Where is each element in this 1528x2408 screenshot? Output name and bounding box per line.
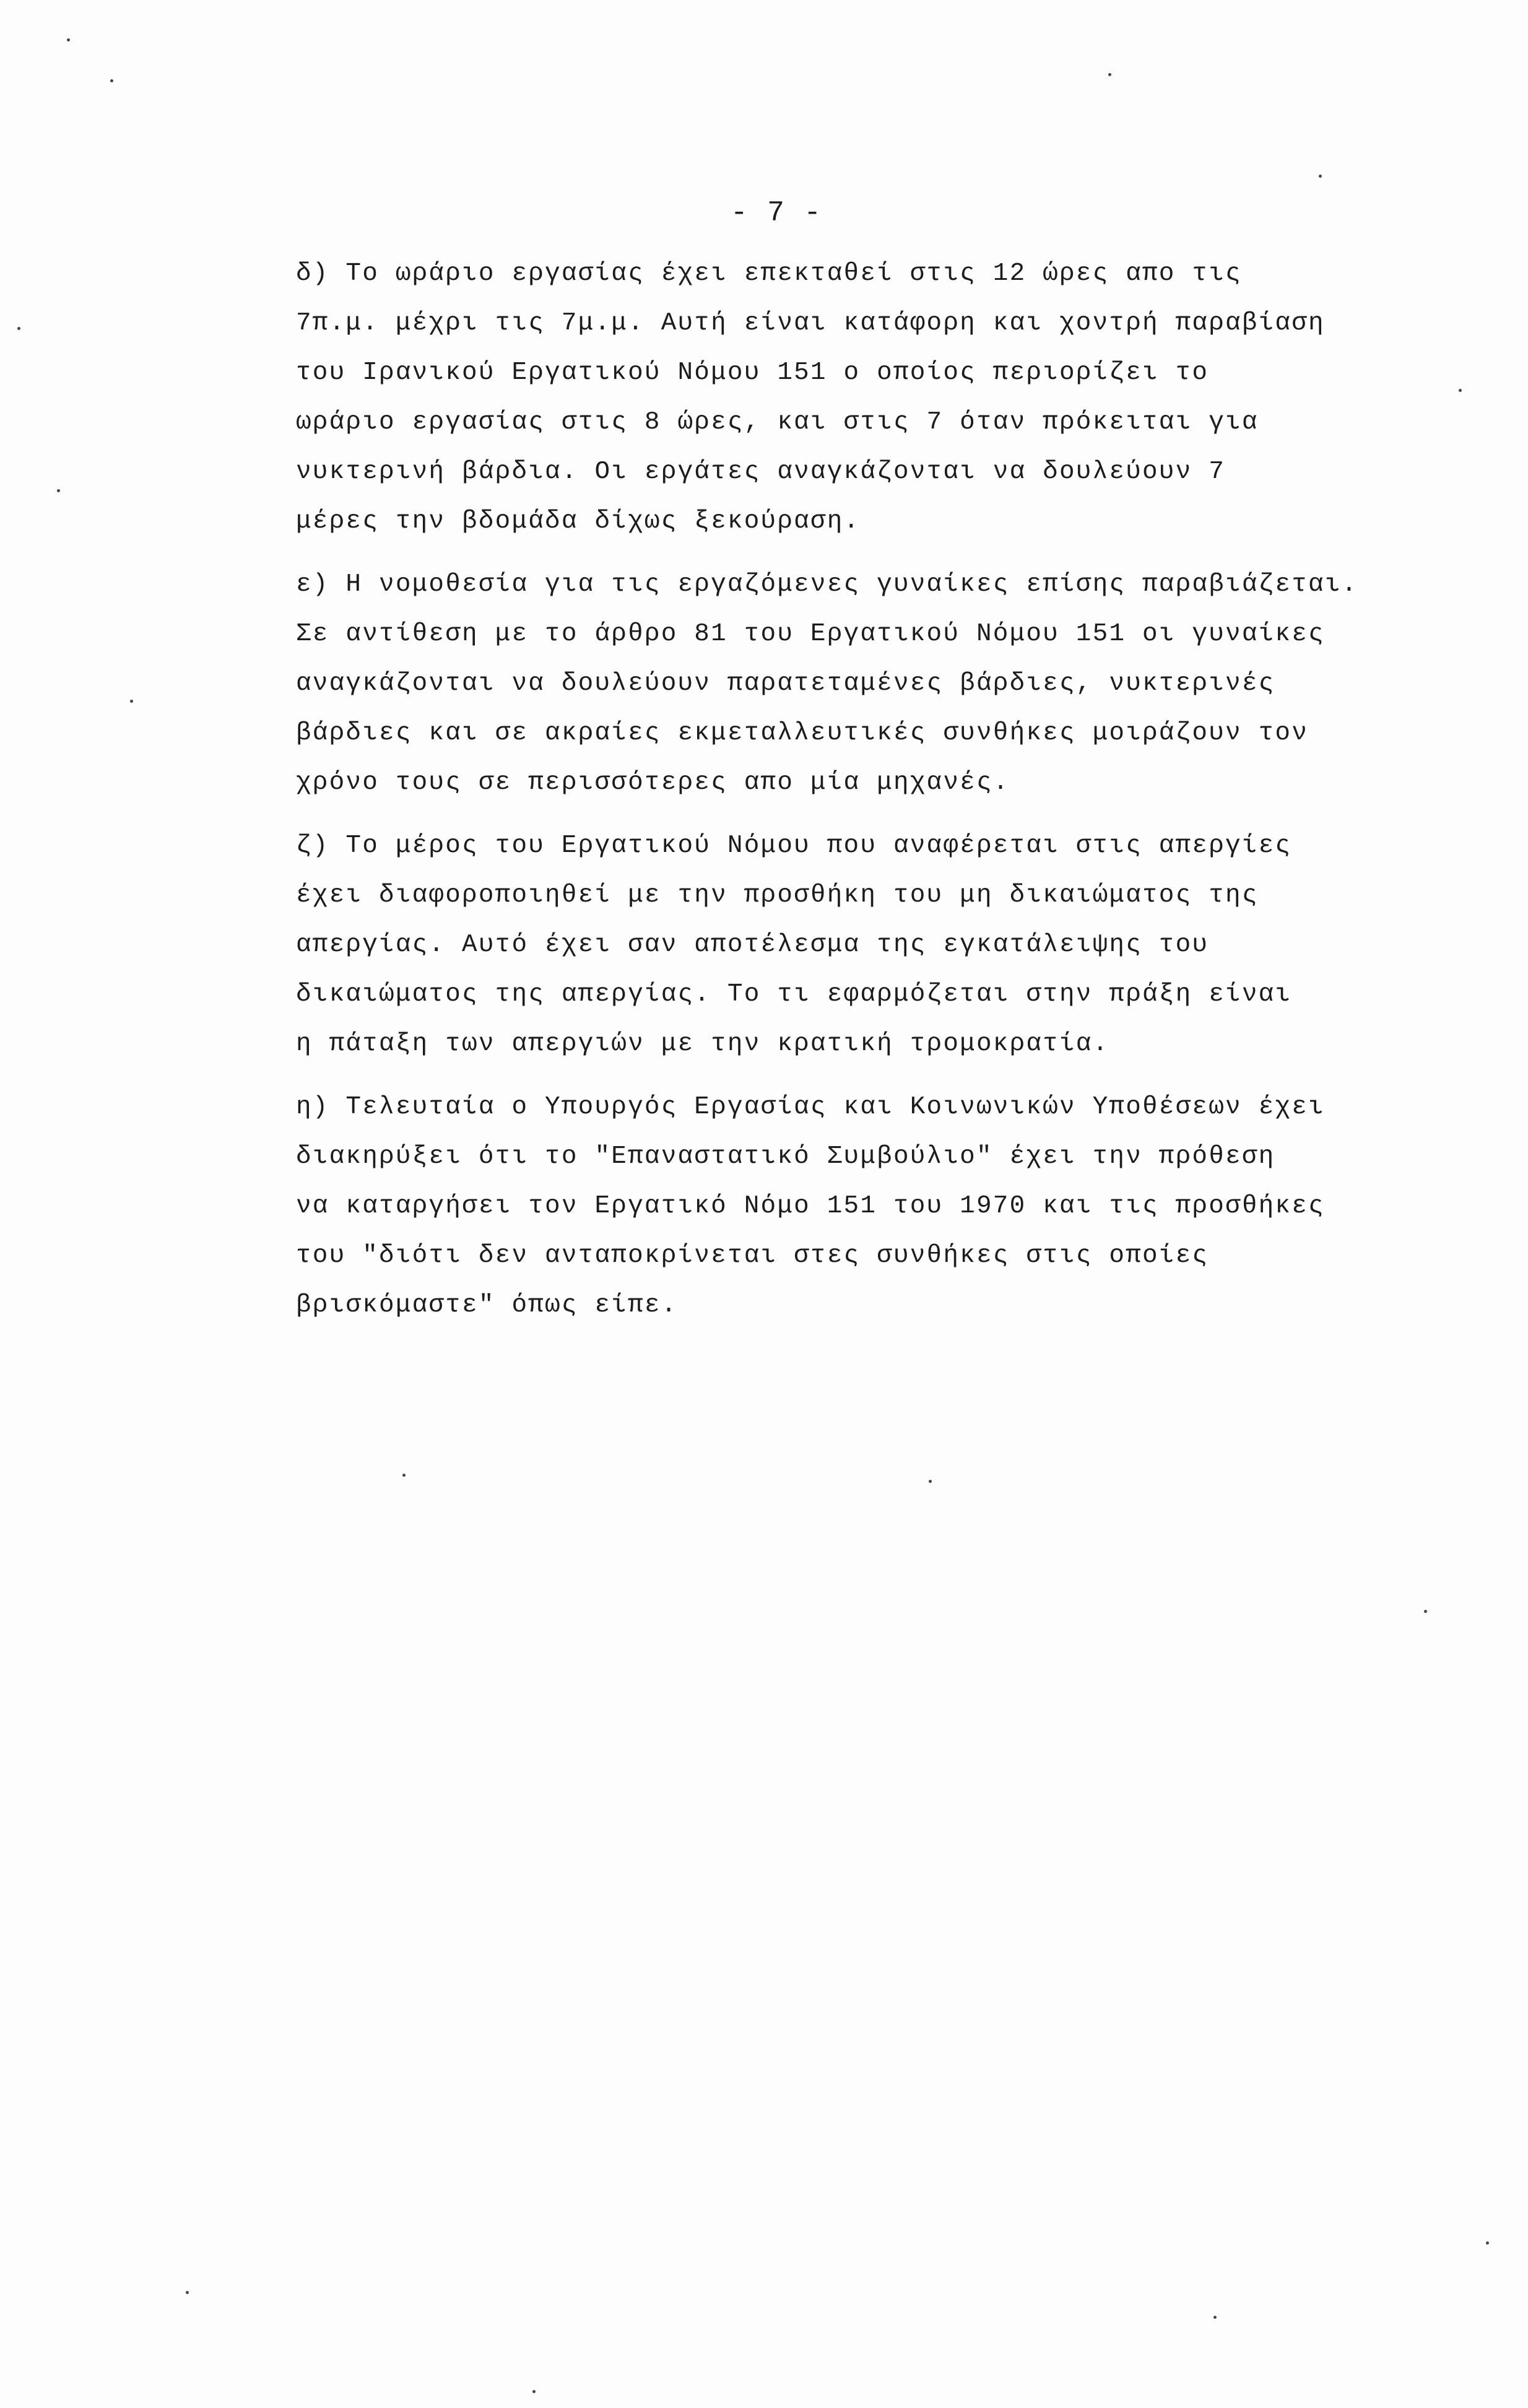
paragraph-delta — [296, 249, 1497, 546]
scan-speck — [110, 79, 113, 82]
text-line: νυκτερινή βάρδια. Οι εργάτες αναγκάζονται να δουλεύουν 7 — [296, 458, 1226, 486]
scan-speck — [1486, 2241, 1489, 2245]
text-line: έχει διαφοροποιηθεί με την προσθήκη του μη δικαιώματος της — [296, 881, 1259, 910]
paragraph-epsilon — [296, 560, 1497, 807]
text-line: δ) Το ωράριο εργασίας έχει επεκταθεί στις 12 ώρες απο τις — [296, 259, 1242, 288]
scan-speck — [1424, 1610, 1427, 1613]
document-body — [296, 249, 1497, 1344]
text-line: 7π.μ. μέχρι τις 7μ.μ. Αυτή είναι κατάφορη και χοντρή παραβίαση — [296, 309, 1325, 337]
scan-speck — [1213, 2316, 1217, 2319]
text-line: δικαιώματος της απεργίας. Το τι εφαρμόζεται στην πράξη είναι — [296, 980, 1292, 1009]
scan-speck — [532, 2390, 536, 2393]
text-line: του "διότι δεν ανταποκρίνεται στες συνθήκες στις οποίες — [296, 1241, 1209, 1270]
scan-speck — [57, 489, 60, 492]
text-line: βάρδιες και σε ακραίες εκμεταλλευτικές συνθήκες μοιράζουν τον — [296, 719, 1309, 747]
scan-speck — [1319, 175, 1322, 178]
scan-speck — [17, 327, 20, 330]
text-line: ωράριο εργασίας στις 8 ώρες, και στις 7 όταν πρόκειται για — [296, 408, 1259, 437]
scan-speck — [67, 38, 70, 41]
text-line: βρισκόμαστε" όπως είπε. — [296, 1291, 678, 1319]
text-line: του Ιρανικού Εργατικού Νόμου 151 ο οποίος περιορίζει το — [296, 359, 1209, 387]
text-line: διακηρύξει ότι το "Επαναστατικό Συμβούλιο" έχει την πρόθεση — [296, 1142, 1275, 1171]
scan-speck — [130, 700, 133, 703]
scan-speck — [1459, 389, 1462, 392]
text-line: ε) Η νομοθεσία για τις εργαζόμενες γυναίκες επίσης παραβιάζεται. — [296, 570, 1358, 599]
page-number: - 7 - — [731, 197, 823, 229]
text-line: να καταργήσει τον Εργατικό Νόμο 151 του 1970 και τις προσθήκες — [296, 1192, 1325, 1220]
scan-speck — [1108, 73, 1111, 76]
text-line: η) Τελευταία ο Υπουργός Εργασίας και Κοινωνικών Υποθέσεων έχει — [296, 1093, 1325, 1121]
text-line: ζ) Το μέρος του Εργατικού Νόμου που αναφέρεται στις απεργίες — [296, 832, 1292, 860]
scan-speck — [929, 1480, 932, 1483]
text-line: απεργίας. Αυτό έχει σαν αποτέλεσμα της εγκατάλειψης του — [296, 931, 1209, 959]
text-line: Σε αντίθεση με το άρθρο 81 του Εργατικού Νόμου 151 οι γυναίκες — [296, 620, 1325, 648]
paragraph-zeta — [296, 821, 1497, 1069]
text-line: μέρες την βδομάδα δίχως ξεκούραση. — [296, 507, 861, 536]
text-line: αναγκάζονται να δουλεύουν παρατεταμένες βάρδιες, νυκτερινές — [296, 669, 1275, 698]
scan-speck — [186, 2291, 189, 2294]
scan-speck — [402, 1474, 406, 1477]
text-line: η πάταξη των απεργιών με την κρατική τρομοκρατία. — [296, 1030, 1109, 1058]
paragraph-eta — [296, 1082, 1497, 1330]
text-line: χρόνο τους σε περισσότερες απο μία μηχανές. — [296, 768, 1010, 797]
